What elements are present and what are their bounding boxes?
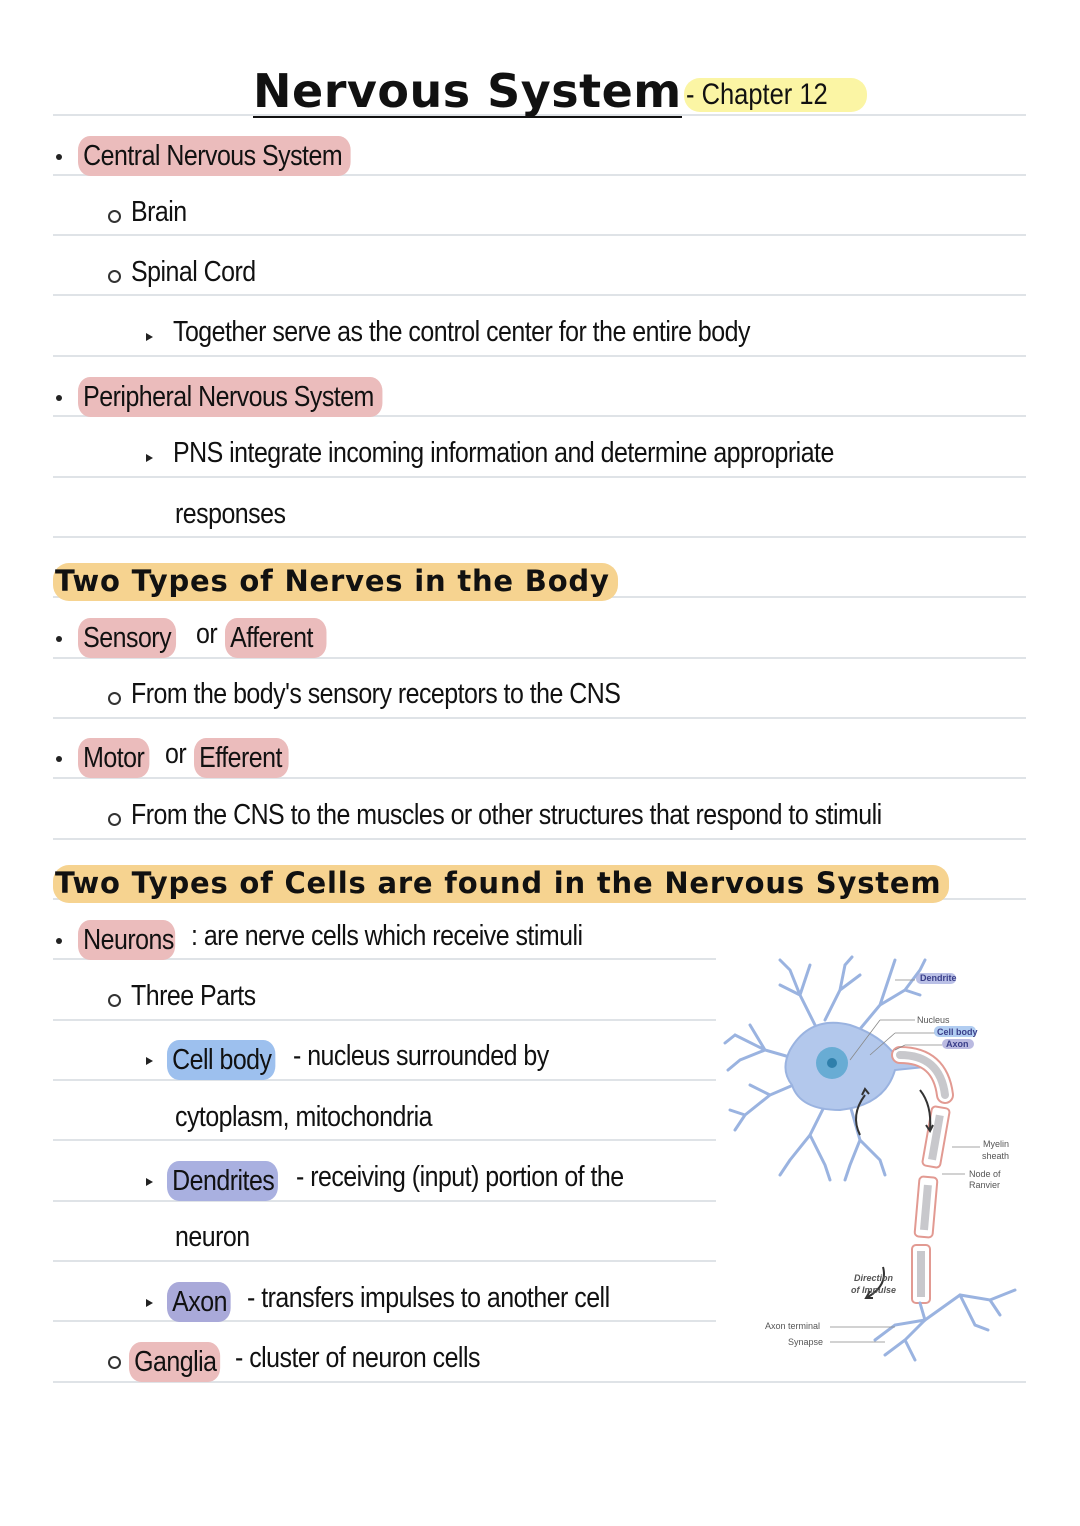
bullet-triangle-icon	[146, 454, 153, 462]
bullet-circle-icon	[108, 692, 121, 705]
list-item-motor-desc	[108, 783, 1004, 839]
node-label-1: Node of	[969, 1169, 1001, 1179]
dendrites-desc-line1: - receiving (input) portion of the	[295, 1161, 624, 1193]
myelin-label-1: Myelin	[983, 1139, 1010, 1149]
ganglia-label: Ganglia	[129, 1342, 220, 1382]
ganglia-desc: - cluster of neuron cells	[234, 1342, 480, 1374]
spinal-cord-label: Spinal Cord	[131, 256, 256, 288]
myelin-sheath-segments	[900, 1055, 950, 1303]
list-item-pns-desc-cont	[175, 482, 303, 538]
bullet-circle-icon	[108, 994, 121, 1007]
list-item-pns	[56, 361, 432, 417]
or-text: or	[165, 738, 187, 770]
brain-label: Brain	[131, 196, 187, 228]
list-item-sensory	[56, 602, 343, 658]
myelin-label-2: sheath	[982, 1151, 1010, 1161]
cns-label: Central Nervous System	[78, 136, 351, 176]
bullet-dot-icon	[56, 938, 62, 944]
section-heading-nerves	[53, 545, 618, 601]
list-item-axon	[146, 1266, 668, 1322]
neuron-diagram	[720, 955, 1030, 1365]
sensory-desc: From the body's sensory receptors to the CNS	[131, 678, 621, 710]
motor-label: Motor	[78, 738, 150, 778]
sensory-label: Sensory	[78, 618, 176, 658]
list-item-sensory-desc	[108, 662, 700, 718]
bullet-dot-icon	[56, 395, 62, 401]
axon-terminal-branches	[875, 1290, 1015, 1360]
title-sub: - Chapter 12	[685, 78, 828, 111]
list-item-pns-desc	[146, 421, 941, 477]
or-text: or	[196, 618, 218, 650]
neurons-desc: : are nerve cells which receive stimuli	[191, 920, 583, 952]
motor-desc: From the CNS to the muscles or other structures that respond to stimuli	[131, 799, 882, 831]
axon-diagram-label: Axon	[946, 1039, 969, 1049]
heading-cells: Two Types of Cells are found in the Nervous System	[53, 865, 949, 903]
pns-label: Peripheral Nervous System	[78, 377, 382, 417]
list-item-spinal-cord	[108, 240, 276, 296]
bullet-dot-icon	[56, 154, 62, 160]
list-item-together	[146, 300, 844, 356]
title-sub-highlight	[684, 78, 867, 112]
axon-label: Axon	[167, 1282, 230, 1322]
bullet-triangle-icon	[146, 1178, 153, 1186]
axon-terminal-label: Axon terminal	[765, 1321, 821, 1331]
neuron-illustration-icon	[720, 955, 1030, 1365]
dendrites-desc-line2: neuron	[175, 1221, 250, 1253]
bullet-triangle-icon	[146, 1299, 153, 1307]
afferent-label: Afferent	[225, 618, 327, 658]
dendrite-diagram-label: Dendrite	[920, 973, 957, 983]
node-label-2: Ranvier	[969, 1180, 1001, 1190]
list-item-ganglia	[108, 1326, 520, 1382]
cell-body-shape	[785, 1023, 925, 1110]
pns-desc-line1: PNS integrate incoming information and determine appropriate	[173, 437, 834, 469]
direction-label-2: of Impulse	[851, 1285, 897, 1295]
rule-line	[53, 234, 1026, 236]
cell-body-desc-line1: - nucleus surrounded by	[292, 1040, 549, 1072]
list-item-cell-body	[146, 1024, 590, 1080]
bullet-circle-icon	[108, 813, 121, 826]
page-title	[253, 62, 867, 118]
list-item-brain	[108, 180, 196, 236]
neurons-label: Neurons	[78, 920, 176, 960]
list-item-neurons	[56, 904, 647, 960]
bullet-circle-icon	[108, 1356, 121, 1369]
list-item-motor	[56, 722, 304, 778]
efferent-label: Efferent	[194, 738, 289, 778]
three-parts-label: Three Parts	[131, 980, 256, 1012]
cell-body-label: Cell body	[167, 1040, 275, 1080]
nucleus-diagram-label: Nucleus	[917, 1015, 950, 1025]
bullet-triangle-icon	[146, 333, 153, 341]
axon-desc: - transfers impulses to another cell	[246, 1282, 610, 1314]
title-main: Nervous System	[253, 64, 682, 118]
list-item-three-parts	[108, 964, 276, 1020]
bullet-dot-icon	[56, 756, 62, 762]
list-item-cns	[56, 120, 395, 176]
direction-label-1: Direction	[854, 1273, 894, 1283]
bullet-circle-icon	[108, 270, 121, 283]
bullet-triangle-icon	[146, 1057, 153, 1065]
section-heading-cells	[53, 847, 949, 903]
together-text: Together serve as the control center for the entire body	[173, 316, 750, 348]
synapse-label: Synapse	[788, 1337, 824, 1347]
rule-line	[53, 1260, 716, 1262]
bullet-circle-icon	[108, 210, 121, 223]
list-item-cell-body-cont	[175, 1085, 474, 1141]
pns-desc-line2: responses	[175, 498, 286, 530]
bullet-dot-icon	[56, 636, 62, 642]
list-item-dendrites-cont	[175, 1205, 262, 1261]
heading-nerves: Two Types of Nerves in the Body	[53, 563, 618, 601]
cell-body-diagram-label: Cell body	[937, 1027, 978, 1037]
dendrites-label: Dendrites	[167, 1161, 278, 1201]
cell-body-desc-line2: cytoplasm, mitochondria	[175, 1101, 433, 1133]
list-item-dendrites	[146, 1145, 677, 1201]
